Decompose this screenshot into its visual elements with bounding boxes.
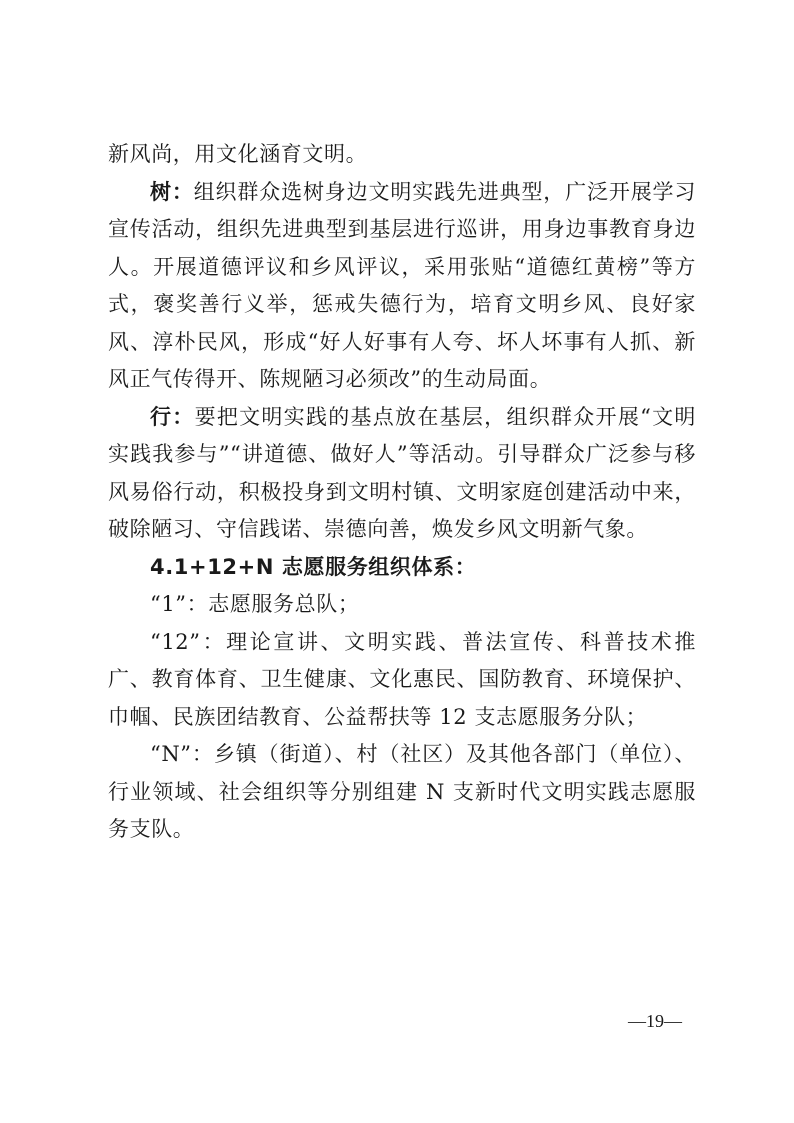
paragraph-lead: 行：: [150, 404, 195, 429]
body-text: [108, 136, 696, 849]
paragraph-xing: [108, 399, 696, 549]
list-item: “1”：志愿服务总队；: [150, 592, 360, 616]
paragraph-text: 新风尚，用文化涵育文明。: [108, 142, 368, 166]
paragraph-lead: 树：: [150, 179, 194, 204]
page-number: —19—: [628, 1011, 682, 1031]
paragraph-shu: [108, 174, 696, 399]
section-heading: 4.1+12+N 志愿服务组织体系：: [150, 554, 477, 579]
paragraph-text: 组织群众选树身边文明实践先进典型，广泛开展学习宣传活动，组织先进典型到基层进行巡讲，用身边事教育身边人。开展道德评议和乡风评议，采用张贴“道德红黄榜”等方式，褒奖善行义举，惩戒失德行为，培育文明乡风、良好家风、淳朴民风，形成“好人好事有人夸、坏人坏事有人抓、新风正气传得开、陈规陋习必须改”的生动局面。: [108, 179, 696, 391]
paragraph-text: 要把文明实践的基点放在基层，组织群众开展“文明实践我参与”“讲道德、做好人”等活动。引导群众广泛参与移风易俗行动，积极投身到文明村镇、文明家庭创建活动中来，破除陋习、守信践诺、崇德向善，焕发乡风文明新气象。: [108, 404, 696, 541]
list-item: “12”：理论宣讲、文明实践、普法宣传、科普技术推广、教育体育、卫生健康、文化惠民、国防教育、环境保护、巾帼、民族团结教育、公益帮扶等 12 支志愿服务分队；: [108, 629, 696, 729]
paragraph-continuation: [108, 136, 696, 174]
list-item: “N”：乡镇（街道）、村（社区）及其他各部门（单位）、行业领域、社会组织等分别组建 N 支新时代文明实践志愿服务支队。: [108, 742, 696, 841]
